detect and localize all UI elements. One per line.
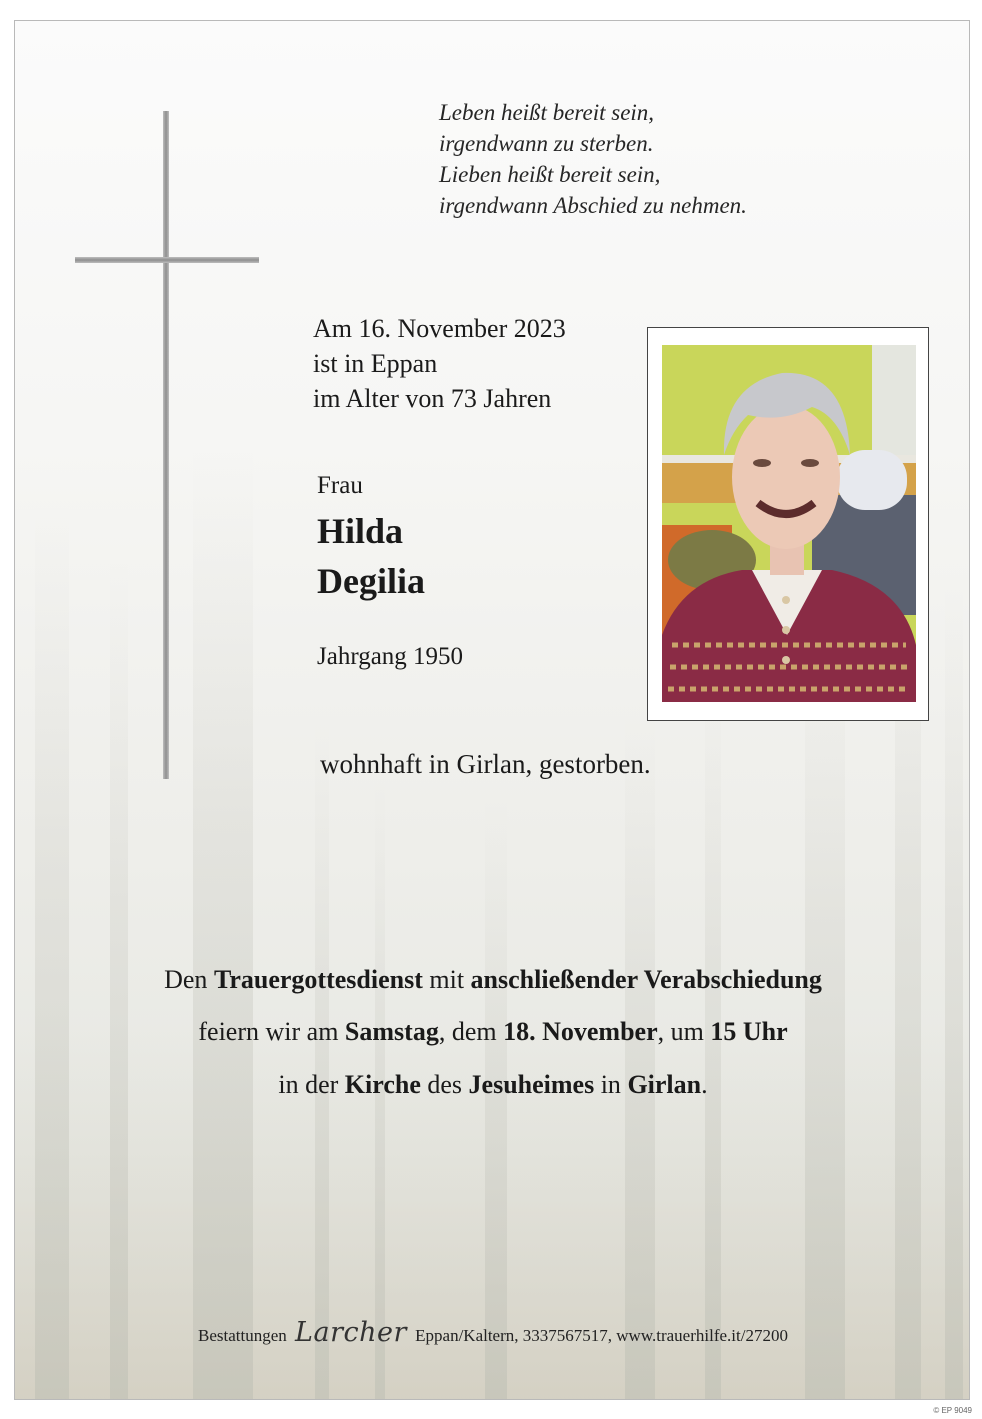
service-text: . <box>701 1070 708 1099</box>
intro-line-date: Am 16. November 2023 <box>313 314 566 343</box>
service-emphasis: Kirche <box>344 1070 421 1099</box>
poem-line: Leben heißt bereit sein, <box>439 100 655 125</box>
service-text: in der <box>278 1070 345 1099</box>
footer-details: Eppan/Kaltern, 3337567517, www.trauerhilfe.it/27200 <box>415 1326 788 1345</box>
service-emphasis: 15 Uhr <box>710 1017 788 1046</box>
funeral-home-footer <box>15 1317 970 1348</box>
service-text: mit <box>422 965 471 994</box>
cross-vertical-beam <box>163 111 169 779</box>
intro-line-age: im Alter von 73 Jahren <box>313 384 552 413</box>
portrait-frame <box>647 327 929 721</box>
birth-year: Jahrgang 1950 <box>317 643 464 670</box>
funeral-home-logo: Larcher <box>295 1317 407 1348</box>
portrait-photo <box>662 345 916 702</box>
footer-prefix: Bestattungen <box>198 1326 287 1345</box>
first-name: Hilda <box>317 511 404 551</box>
service-text: des <box>420 1070 469 1099</box>
service-text: , dem <box>438 1017 504 1046</box>
poem-line: Lieben heißt bereit sein, <box>439 162 661 187</box>
obituary-card <box>14 20 970 1400</box>
service-emphasis: Jesuheimes <box>468 1070 595 1099</box>
service-emphasis: Samstag <box>344 1017 439 1046</box>
salutation: Frau <box>317 472 363 499</box>
poem-line: irgendwann Abschied zu nehmen. <box>439 193 747 218</box>
intro-line-place: ist in Eppan <box>313 349 438 378</box>
service-emphasis: anschließender Verabschiedung <box>470 965 822 994</box>
service-emphasis: Girlan <box>627 1070 702 1099</box>
service-line-2 <box>15 1017 970 1047</box>
service-text: Den <box>164 965 214 994</box>
service-line-1 <box>15 965 970 995</box>
cross-horizontal-beam <box>75 257 259 263</box>
service-text: feiern wir am <box>198 1017 345 1046</box>
service-emphasis: 18. November <box>503 1017 658 1046</box>
service-emphasis: Trauergottesdienst <box>213 965 423 994</box>
poem <box>439 97 747 221</box>
service-text: , um <box>657 1017 711 1046</box>
death-notice-intro <box>313 311 566 416</box>
service-line-3 <box>15 1070 970 1100</box>
print-code: © EP 9049 <box>933 1406 972 1415</box>
last-name: Degilia <box>317 561 425 601</box>
residence-text: wohnhaft in Girlan, gestorben. <box>320 749 651 779</box>
poem-line: irgendwann zu sterben. <box>439 131 654 156</box>
service-text: in <box>594 1070 628 1099</box>
